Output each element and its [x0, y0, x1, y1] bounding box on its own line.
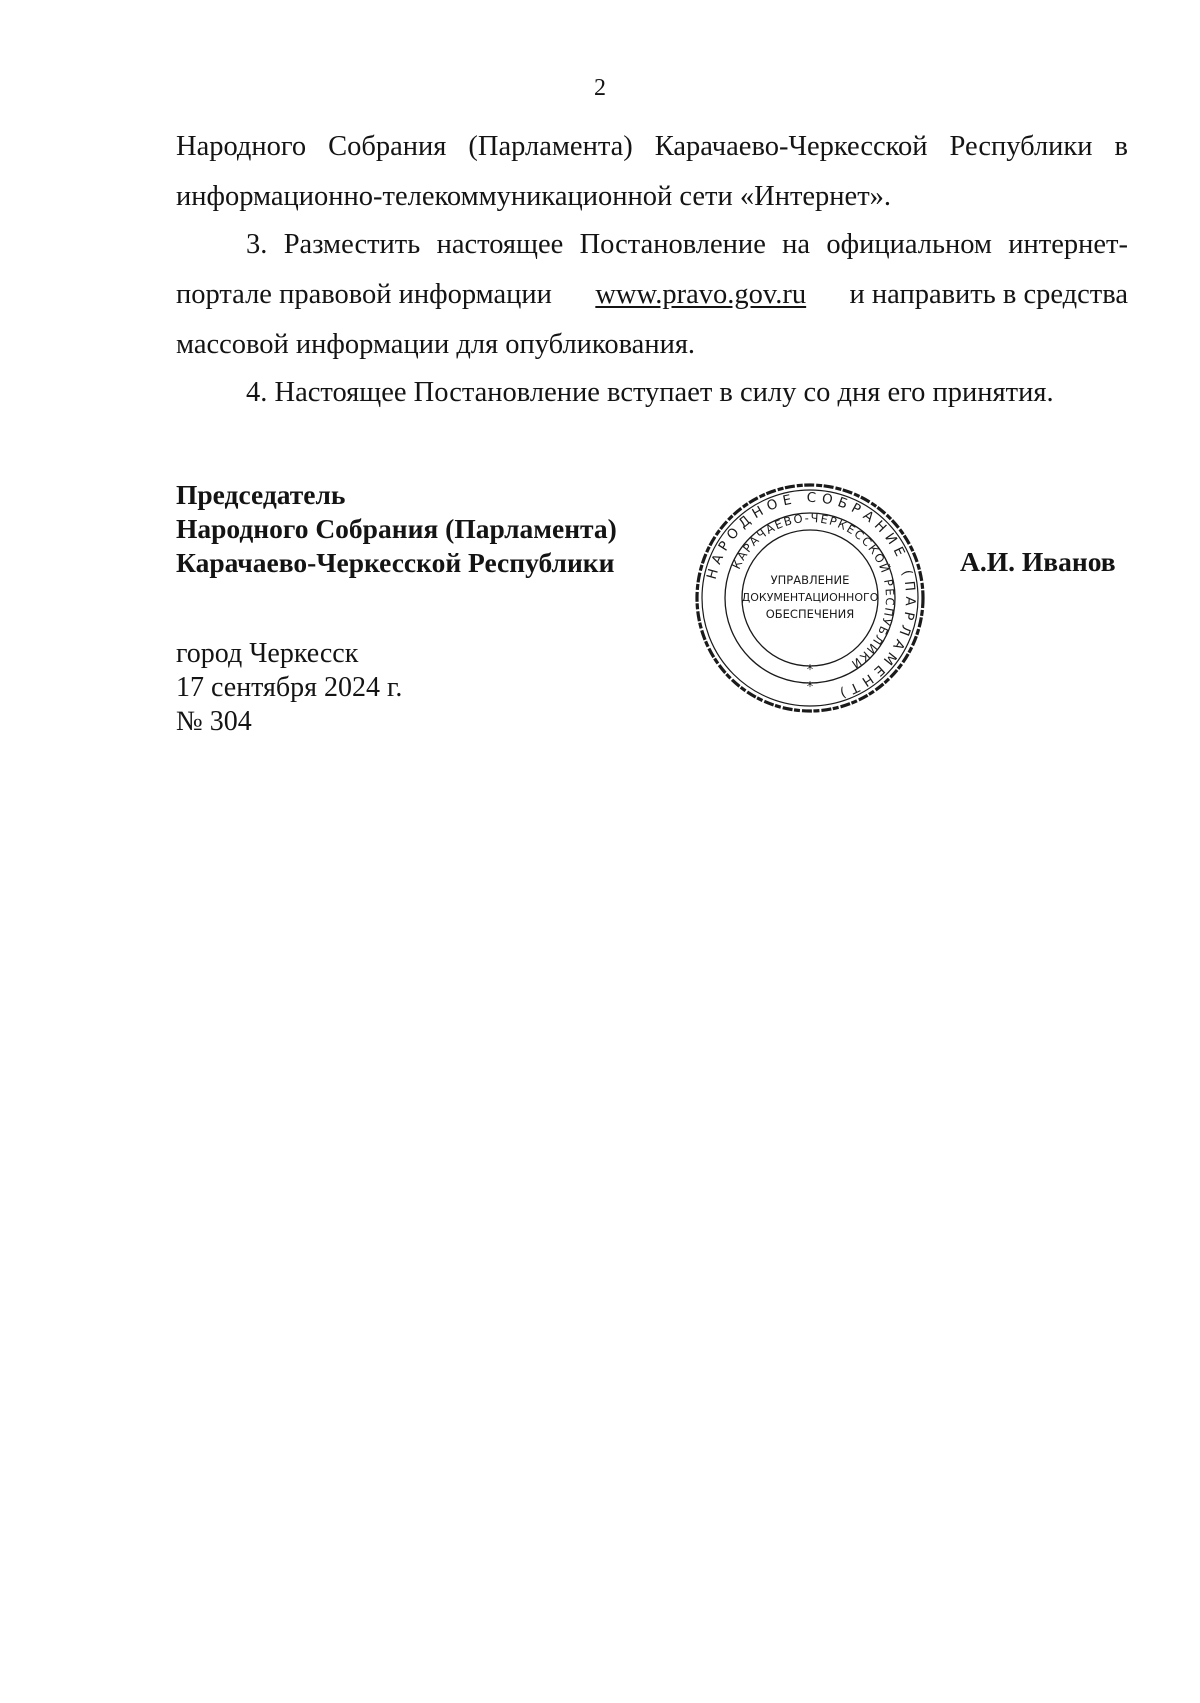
- seal-center-line: ОБЕСПЕЧЕНИЯ: [765, 607, 855, 621]
- place-date-block: [176, 637, 402, 739]
- city: город Черкесск: [176, 638, 359, 669]
- signatory-title-line: Карачаево-Черкесской Республики: [176, 547, 615, 578]
- seal-star: *: [806, 680, 814, 695]
- paragraph-line: 4. Настоящее Постановление вступает в силу со дня его принятия.: [246, 377, 1054, 408]
- paragraph-line: 3. Разместить настоящее Постановление на официальном интернет-: [246, 229, 1128, 260]
- signatory-title: [176, 478, 617, 580]
- page-number: 2: [594, 75, 606, 101]
- official-seal: [690, 478, 930, 718]
- signatory-name: А.И. Иванов: [960, 546, 1116, 577]
- seal-outer-text: НАРОДНОЕ СОБРАНИЕ (ПАРЛАМЕНТ): [703, 489, 919, 703]
- pravo-gov-link[interactable]: www.pravo.gov.ru: [595, 279, 807, 310]
- seal-inner-text: КАРАЧАЕВО-ЧЕРКЕССКОЙ РЕСПУБЛИКИ: [729, 510, 898, 673]
- paragraph-line: массовой информации для опубликования.: [176, 329, 696, 360]
- paragraph-line: Народного Собрания (Парламента) Карачаево-Черкесской Республики в: [176, 131, 1128, 162]
- document-number: № 304: [176, 706, 252, 737]
- seal-center-line: УПРАВЛЕНИЕ: [770, 573, 850, 587]
- seal-center-line: ДОКУМЕНТАЦИОННОГО: [741, 591, 879, 604]
- paragraph-text: и направить в средства: [849, 279, 1128, 310]
- signatory-title-line: Председатель: [176, 479, 346, 510]
- paragraph-text: портале правовой информации: [176, 279, 552, 310]
- paragraph-line: [176, 281, 1128, 310]
- signatory-title-line: Народного Собрания (Парламента): [176, 513, 617, 544]
- seal-star: *: [806, 663, 814, 678]
- paragraph-line: информационно-телекоммуникационной сети «Интернет».: [176, 181, 892, 212]
- document-date: 17 сентября 2024 г.: [176, 672, 403, 703]
